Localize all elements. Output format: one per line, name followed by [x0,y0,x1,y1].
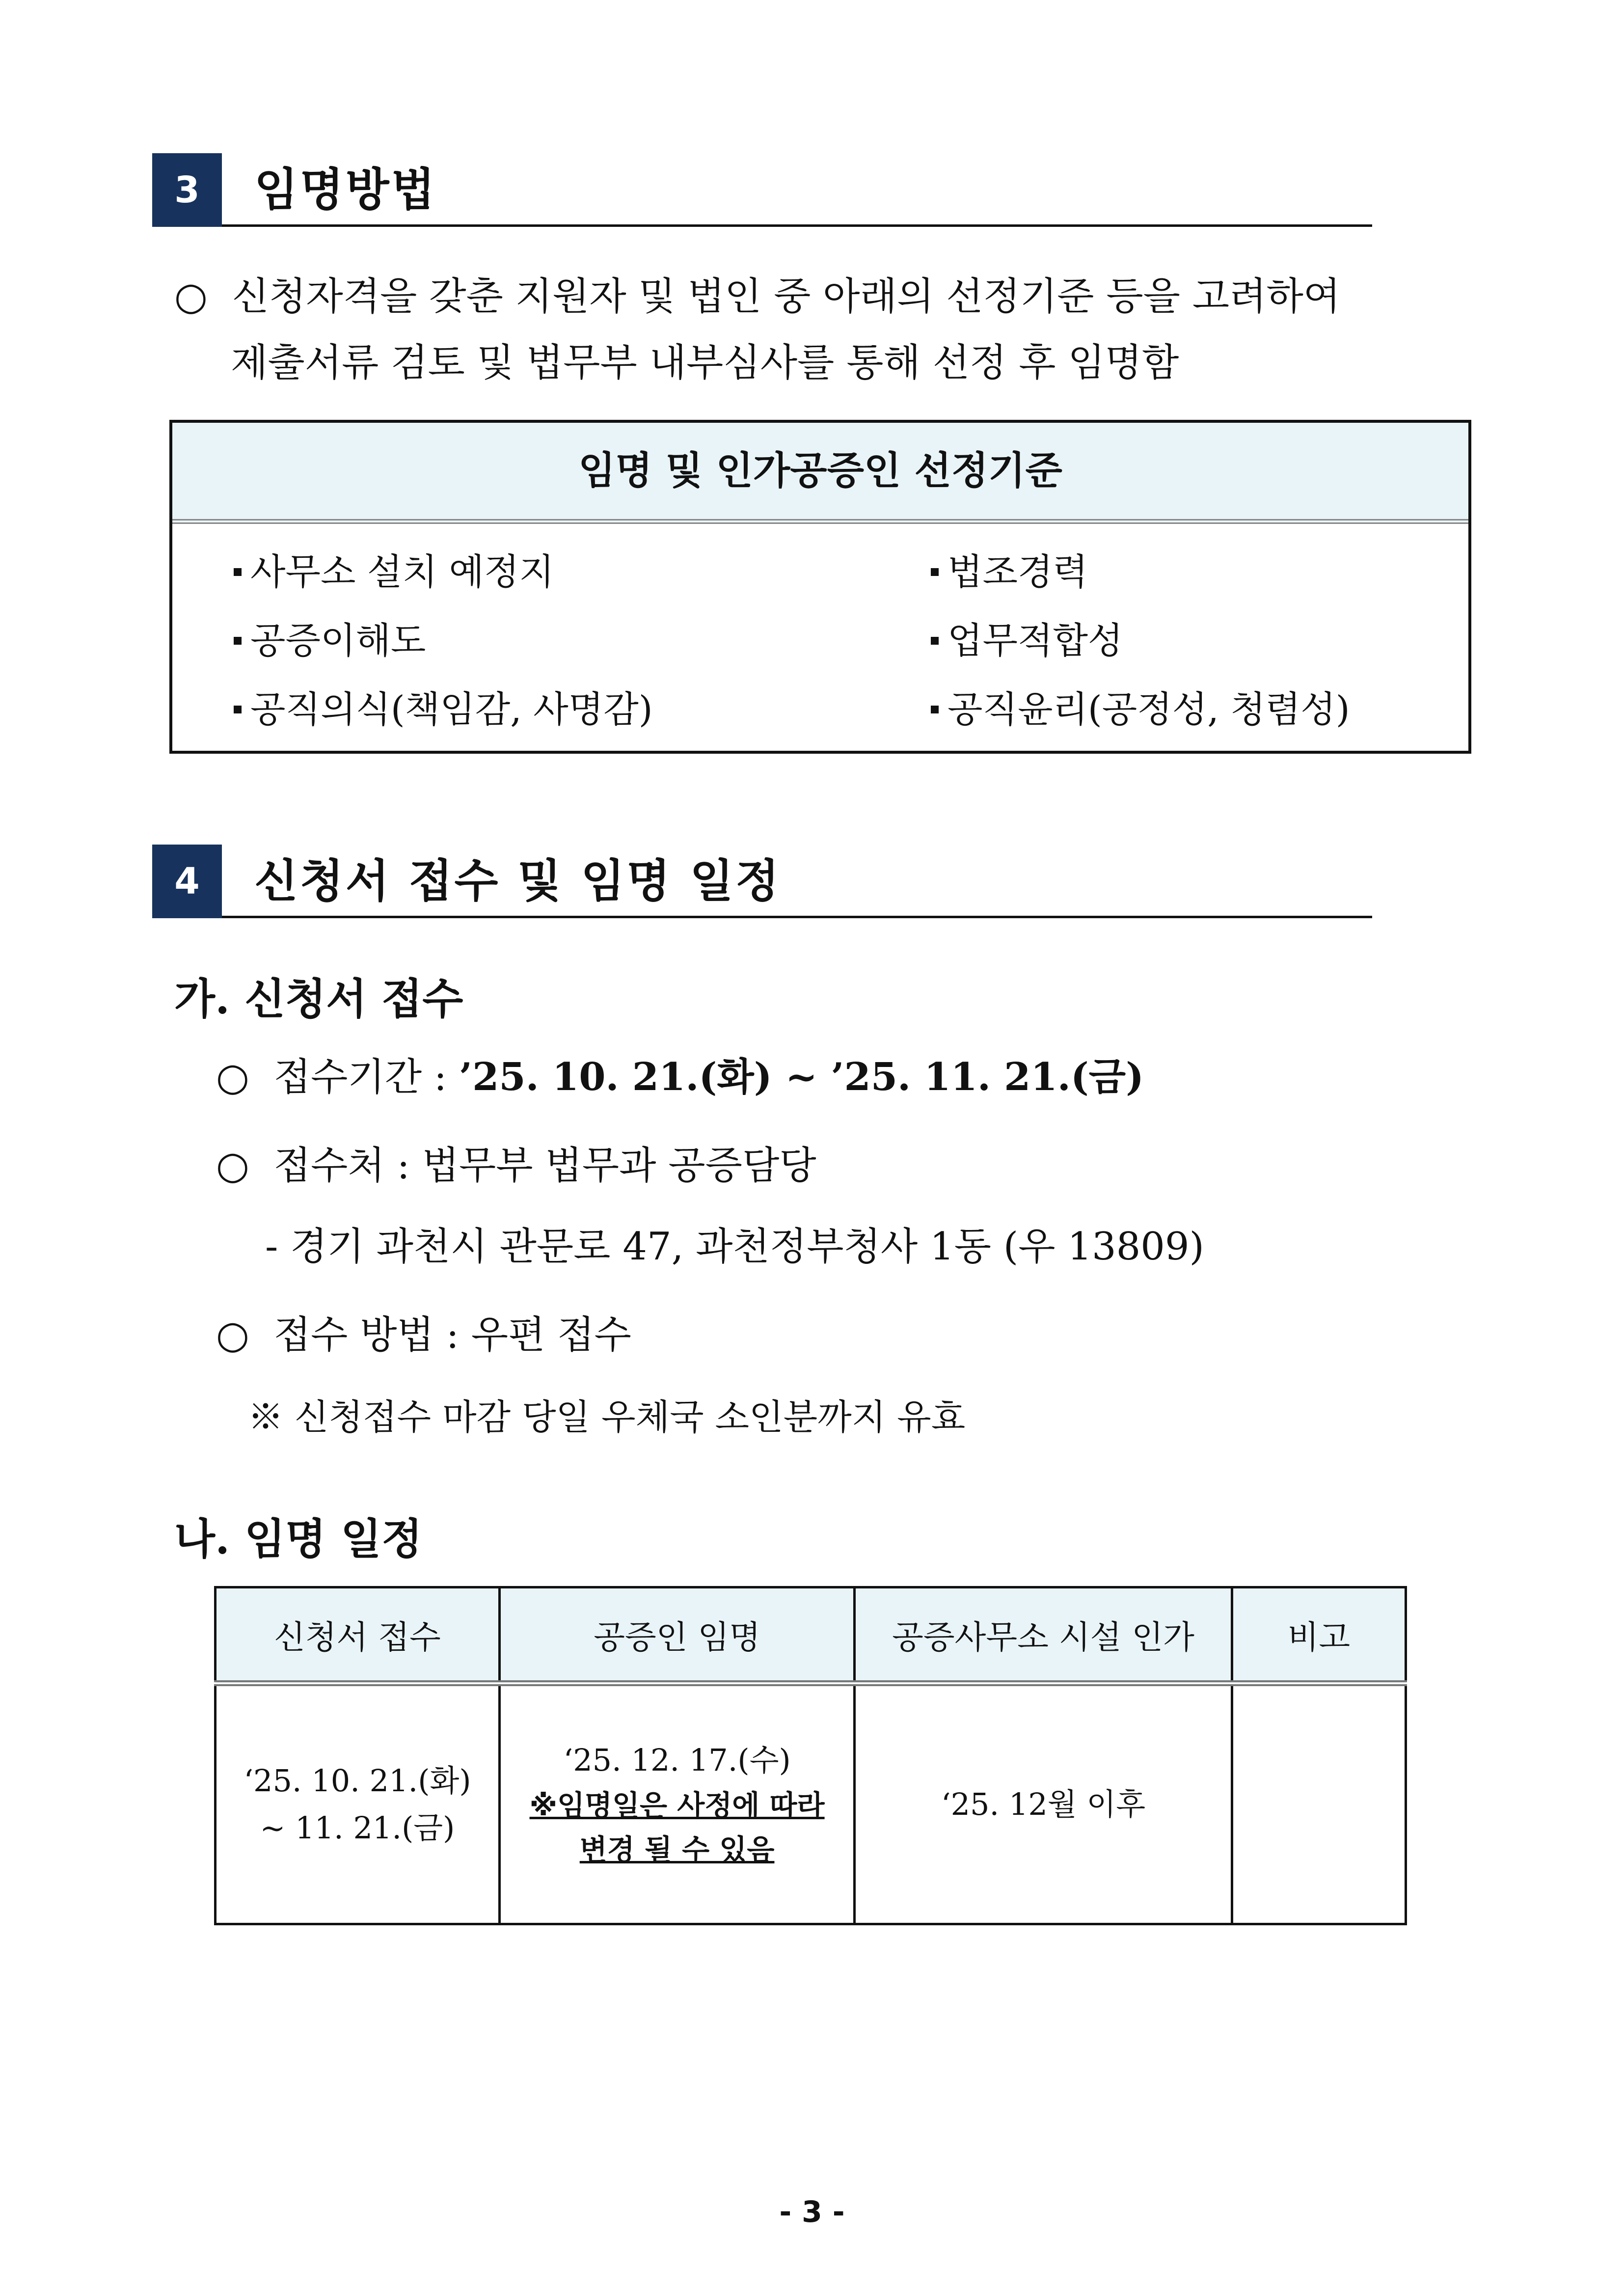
table-row [216,1683,1406,1924]
reception-address: - 경기 과천시 관문로 47, 과천정부청사 1동 (우 13809) [265,1225,1204,1269]
circle-bullet-icon: ○ [174,274,208,319]
facility-approval-cell: ‘25. 12월 이후 [855,1683,1232,1924]
appointment-schedule-table [214,1586,1407,1925]
criteria-item: 사무소 설치 예정지 [234,543,554,595]
section-3-header [152,153,1372,227]
reception-period: ○ 접수기간 : ’25. 10. 21.(화) ~ ’25. 11. 21.(금) [216,1055,1144,1099]
paragraph-text: 신청자격을 갖춘 지원자 및 법인 중 아래의 선정기준 등을 고려하여 [232,274,1341,319]
circle-bullet-icon: ○ [216,1313,250,1357]
criteria-item: 업무적합성 [931,612,1123,664]
section-3-paragraph-line2: 제출서류 검토 및 법무부 내부심사를 통해 선정 후 임명함 [231,341,1179,385]
reception-period-value: ’25. 10. 21.(화) ~ ’25. 11. 21.(금) [459,1055,1144,1099]
square-bullet-icon [234,568,242,576]
subsection-a-title: 가. 신청서 접수 [174,974,463,1024]
reception-place: ○ 접수처 : 법무부 법무과 공증담당 [216,1144,816,1188]
reception-note: ※ 신청접수 마감 당일 우체국 소인분까지 유효 [248,1396,966,1438]
criteria-item: 공직의식(책임감, 사명감) [234,681,653,733]
remark-cell [1232,1683,1406,1924]
square-bullet-icon [931,706,939,713]
column-header: 공증사무소 시설 인가 [855,1587,1232,1684]
column-header: 신청서 접수 [216,1587,500,1684]
subsection-b-title: 나. 임명 일정 [174,1514,423,1564]
criteria-item: 공증이해도 [234,612,426,664]
section-underline [222,916,1372,918]
criteria-title: 임명 및 인가공증인 선정기준 [172,423,1468,524]
column-header: 비고 [1232,1587,1406,1684]
section-number-badge: 4 [152,845,222,918]
criteria-box [169,420,1471,754]
section-underline [222,224,1372,227]
column-header: 공증인 임명 [499,1587,854,1684]
receipt-cell: ‘25. 10. 21.(화) ~ 11. 21.(금) [216,1683,500,1924]
square-bullet-icon [931,568,939,576]
appointment-note: 변경 될 수 있음 [579,1833,775,1867]
table-header-row [216,1587,1406,1684]
page-number: - 3 - [779,2195,845,2229]
section-title: 임명방법 [254,164,437,216]
section-title: 신청서 접수 및 임명 일정 [254,855,781,907]
circle-bullet-icon: ○ [216,1144,250,1188]
circle-bullet-icon: ○ [216,1055,250,1099]
section-3-paragraph-line1 [174,274,1341,319]
reception-method: ○ 접수 방법 : 우편 접수 [216,1313,631,1357]
square-bullet-icon [931,637,939,645]
section-4-header [152,845,1372,918]
criteria-item: 법조경력 [931,543,1088,595]
square-bullet-icon [234,706,242,713]
section-number-badge: 3 [152,153,222,227]
square-bullet-icon [234,637,242,645]
appointment-cell: ‘25. 12. 17.(수) ※임명일은 사정에 따라 변경 될 수 있음 [499,1683,854,1924]
criteria-item: 공직윤리(공정성, 청렴성) [931,681,1350,733]
appointment-note: ※임명일은 사정에 따라 [529,1789,825,1823]
